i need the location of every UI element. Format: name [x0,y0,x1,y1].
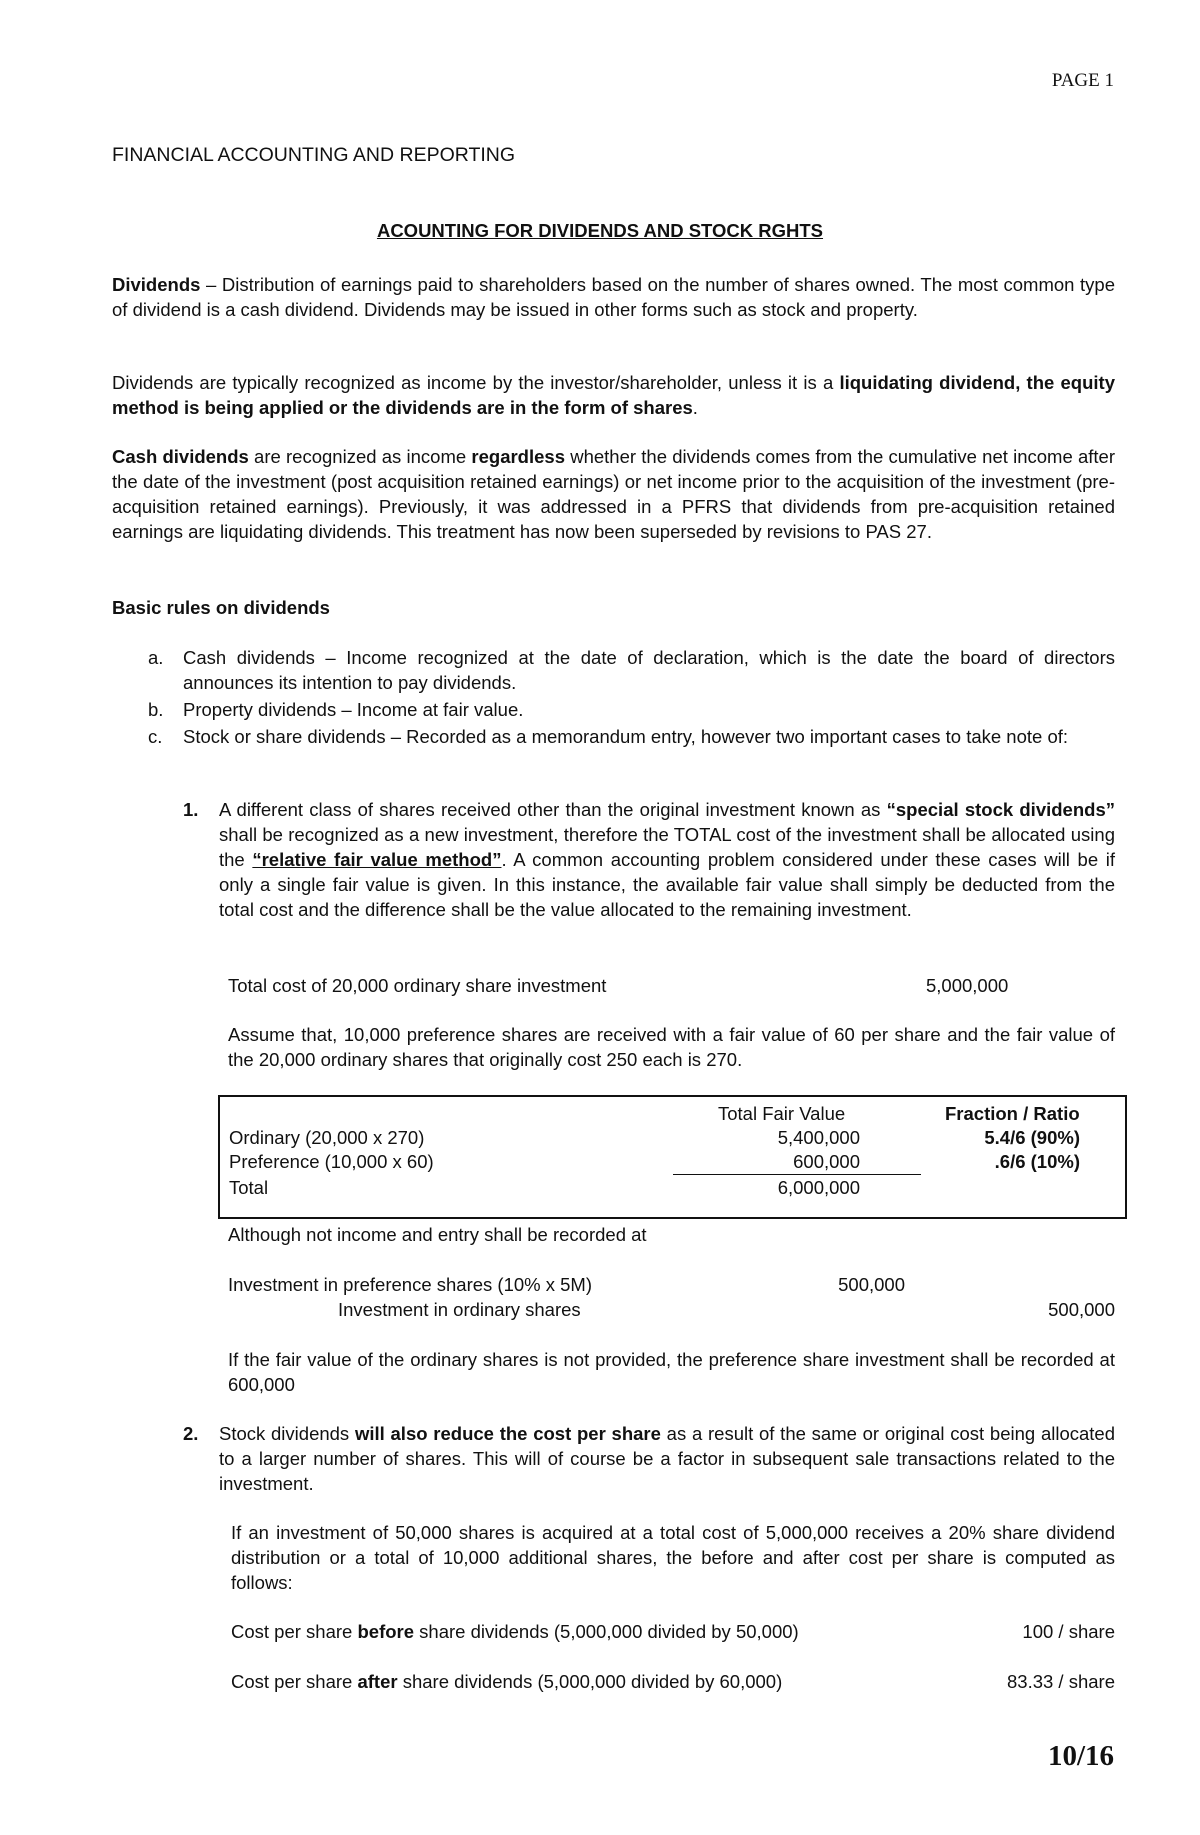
journal-debit-label: Investment in preference shares (10% x 5M) [228,1274,592,1295]
column-header-ratio: Fraction / Ratio [945,1103,1080,1124]
case-1-marker: 1. [183,799,199,820]
page-number: 10/16 [1047,1740,1114,1772]
list-item-text: Stock or share dividends – Recorded as a memorandum entry, however two important cases to take note of: [183,726,1069,747]
list-item [148,724,1115,749]
label-emphasis: before [357,1621,415,1642]
term-dividends: Dividends [112,274,201,295]
cost-after-label [231,1669,782,1694]
paragraph-text: are recognized as income [248,446,472,467]
emphasis-text: liquidating dividend, the equity method is being applied or the dividends are in the form of shares [112,372,1115,418]
case-1-note: If the fair value of the ordinary shares is not provided, the preference share investment shall be recorded at 600,000 [228,1349,1115,1395]
course-title: FINANCIAL ACCOUNTING AND REPORTING [112,144,516,166]
paragraph-text: as a result of the same or original cost being allocated to a larger number of shares. This will of course be a factor in subsequent sale transactions related to the investment. [219,1423,1116,1494]
label-text: share dividends (5,000,000 divided by 50,000) [414,1621,799,1642]
paragraph-text: shall be recognized as a new investment, therefore the TOTAL cost of the investment shall be allocated using the [219,824,1115,870]
table-row-ratio: .6/6 (10%) [994,1151,1080,1172]
list-item-text: Cash dividends – Income recognized at the date of declaration, which is the date the board of directors announces its intention to pay dividends. [183,647,1115,693]
rules-list [148,645,1115,749]
page-label: PAGE 1 [1051,70,1114,91]
label-text: Cost per share [231,1671,358,1692]
label-text: share dividends (5,000,000 divided by 60,000) [397,1671,783,1692]
column-header-fair-value: Total Fair Value [718,1103,846,1124]
list-marker: b. [148,699,164,720]
paragraph-text: Stock dividends [219,1423,355,1444]
list-item [148,645,1115,695]
table-row-label: Preference (10,000 x 60) [229,1151,434,1172]
fair-value-table [218,1095,1127,1219]
entry-intro: Although not income and entry shall be recorded at [228,1224,647,1245]
paragraph-recognition [112,370,1115,420]
paragraph-text: . A common accounting problem considered under these cases will be if only a single fair value is given. In this instance, the available fair value shall simply be deducted from the total cost and the difference shall be the value allocated to the remaining investment. [219,849,1116,920]
case-1-text [219,797,1115,922]
emphasis-text: regardless [471,446,565,467]
label-text: Cost per share [231,1621,358,1642]
total-cost-label: Total cost of 20,000 ordinary share investment [228,975,607,996]
term-special-stock-dividends: “special stock dividends” [886,799,1115,820]
term-relative-fair-value-method: “relative fair value method” [252,849,502,870]
list-marker: a. [148,647,164,668]
rules-heading: Basic rules on dividends [112,597,330,618]
document-title: ACOUNTING FOR DIVIDENDS AND STOCK RGHTS [376,220,824,241]
table-row-label: Ordinary (20,000 x 270) [229,1127,425,1148]
list-item-text: Property dividends – Income at fair value. [183,699,524,720]
list-item [148,697,1115,722]
journal-credit-label: Investment in ordinary shares [338,1299,581,1320]
emphasis-text: will also reduce the cost per share [354,1423,661,1444]
paragraph-cash-dividends [112,444,1115,544]
label-emphasis: after [357,1671,398,1692]
case-2-example: If an investment of 50,000 shares is acquired at a total cost of 5,000,000 receives a 20% share dividend distribution or a total of 10,000 additional shares, the before and after cost per share is computed as follows: [231,1522,1115,1593]
total-cost-value: 5,000,000 [926,975,1009,996]
paragraph-dividends-definition [112,272,1115,322]
paragraph-end: . [692,397,698,418]
cost-before-value: 100 / share [1022,1621,1115,1642]
cost-before-label [231,1619,799,1644]
case-2-marker: 2. [183,1423,199,1444]
journal-credit-value: 500,000 [1048,1299,1115,1320]
case-2-text [219,1421,1115,1496]
table-row-ratio: 5.4/6 (90%) [984,1127,1080,1148]
term-cash-dividends: Cash dividends [112,446,249,467]
assumption-text: Assume that, 10,000 preference shares are received with a fair value of 60 per share and the fair value of the 20,000 ordinary shares that originally cost 250 each is 270. [228,1024,1115,1070]
table-total-fv: 6,000,000 [777,1177,860,1198]
table-row-fv: 600,000 [793,1151,860,1172]
list-marker: c. [148,726,163,747]
journal-debit-value: 500,000 [838,1274,905,1295]
table-row-fv: 5,400,000 [777,1127,860,1148]
paragraph-text: – Distribution of earnings paid to shareholders based on the number of shares owned. The most common type of dividend is a cash dividend. Dividends may be issued in other forms such as stock and property. [112,274,1115,320]
cost-after-value: 83.33 / share [1007,1671,1115,1692]
paragraph-text: Dividends are typically recognized as income by the investor/shareholder, unless it is a [112,372,840,393]
table-total-label: Total [229,1177,269,1198]
paragraph-text: whether the dividends comes from the cumulative net income after the date of the investment (post acquisition retained earnings) or net income prior to the acquisition of the investment (pre-acquisition retained earnings). Previously, it was addressed in a PFRS that dividends from pre-acquisition retained earnings are liquidating dividends. This treatment has now been superseded by revisions to PAS 27. [112,446,1115,542]
paragraph-text: A different class of shares received other than the original investment known as [219,799,887,820]
